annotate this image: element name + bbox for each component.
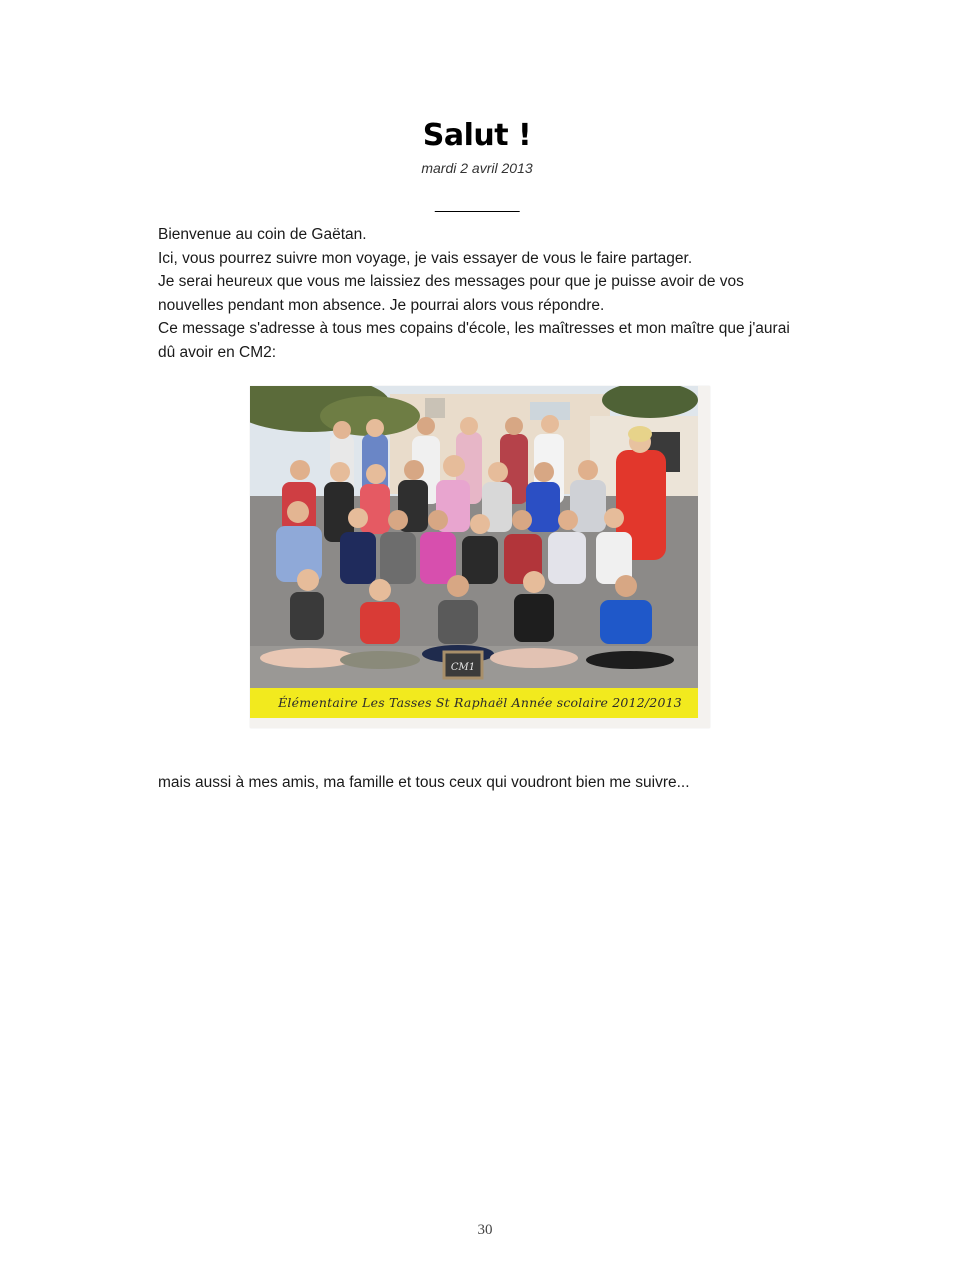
slate-label: CM1 [450,662,476,673]
photo-caption: Élémentaire Les Tasses St Raphaël Année scolaire 2012/2013 [278,694,682,710]
closing-paragraph: mais aussi à mes amis, ma famille et tous ceux qui voudront bien me suivre... [158,774,690,791]
page-number: 30 [477,1222,493,1238]
photo-banner [250,688,698,718]
post-date: mardi 2 avril 2013 [421,160,533,176]
title-separator: __________ [435,196,519,213]
class-photo [250,386,710,728]
paragraph: Je serai heureux que vous me laissiez des messages pour que je puisse avoir de vos nouvelles pendant mon absence. Je pourrai alors vous répondre. [158,273,744,314]
post-body [158,223,808,364]
class-photo-image [250,386,710,728]
paragraph: Bienvenue au coin de Gaëtan. [158,226,367,243]
post-title: Salut ! [422,118,532,153]
paragraph: Ce message s'adresse à tous mes copains d'école, les maîtresses et mon maître que j'aurai dû avoir en CM2: [158,320,790,361]
paragraph: Ici, vous pourrez suivre mon voyage, je vais essayer de vous le faire partager. [158,249,693,267]
